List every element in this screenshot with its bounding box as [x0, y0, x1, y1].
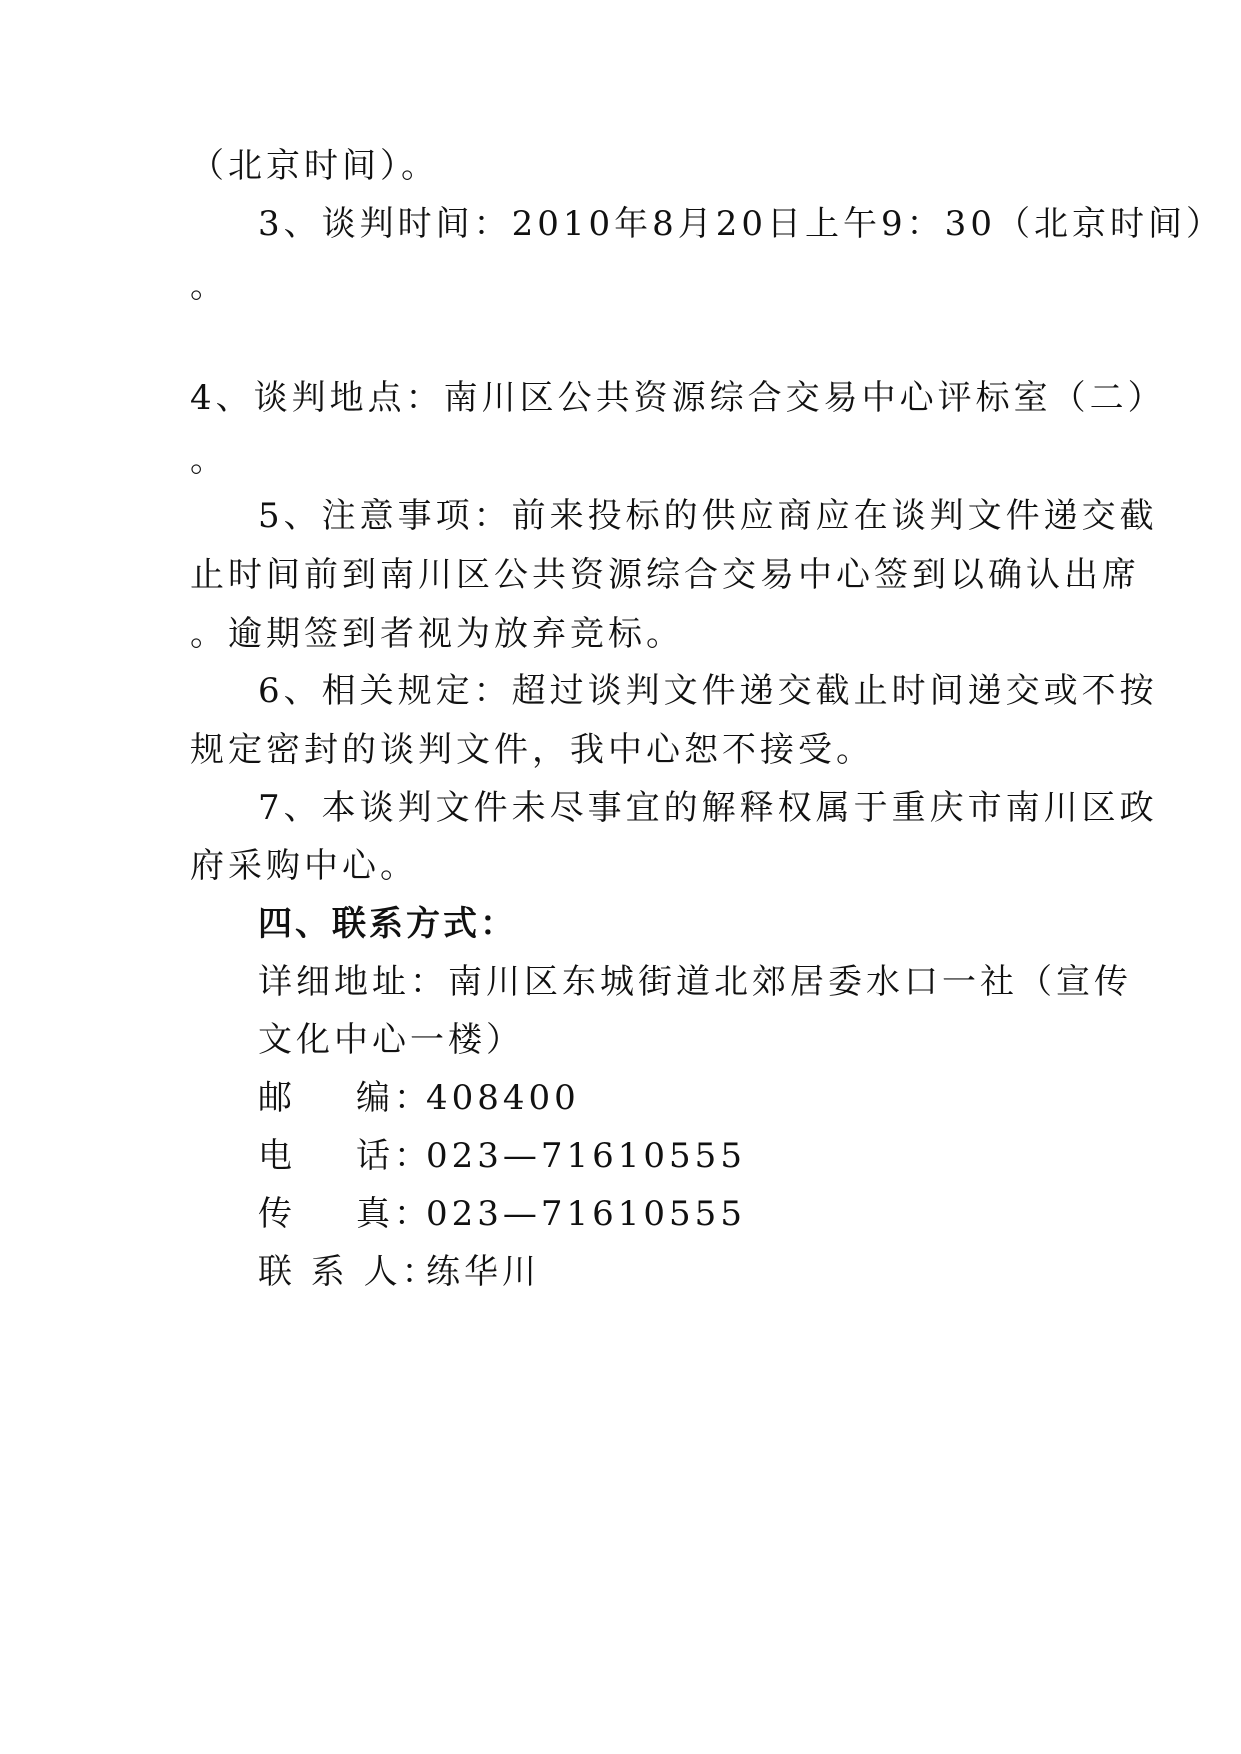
postcode-value: 408400 — [426, 1078, 580, 1118]
text-line: 。 — [190, 266, 228, 306]
postcode-row — [258, 1078, 1118, 1118]
fax-label — [258, 1194, 432, 1234]
regulation-line: 6、相关规定：超过谈判文件递交截止时间递交或不按 — [258, 671, 1158, 711]
section-heading: 四、联系方式： — [258, 904, 517, 944]
address-line: 文化中心一楼） — [258, 1020, 524, 1060]
label-char: 话： — [356, 1136, 432, 1176]
fax-row — [258, 1194, 1118, 1234]
label-char: 邮 — [258, 1078, 296, 1118]
negotiation-location-line: 4、谈判地点：南川区公共资源综合交易中心评标室（二） — [190, 378, 1166, 418]
fax-value: 023—71610555 — [426, 1194, 746, 1234]
negotiation-time-line: 3、谈判时间：2010年8月20日上午9：30（北京时间） — [258, 204, 1224, 244]
text-line: 府采购中心。 — [190, 846, 418, 886]
contact-person-row — [258, 1252, 1118, 1292]
label-char: 真： — [356, 1194, 432, 1234]
label-char: 传 — [258, 1194, 296, 1234]
contact-person-value: 练华川 — [426, 1252, 540, 1292]
address-line: 详细地址：南川区东城街道北郊居委水口一社（宣传 — [258, 962, 1132, 1002]
phone-value: 023—71610555 — [426, 1136, 746, 1176]
contact-person-label: 联 系 人： — [258, 1252, 440, 1292]
phone-label — [258, 1136, 432, 1176]
text-line: 止时间前到南川区公共资源综合交易中心签到以确认出席 — [190, 555, 1140, 595]
label-char: 电 — [258, 1136, 296, 1176]
phone-row — [258, 1136, 1118, 1176]
postcode-label — [258, 1078, 432, 1118]
text-line: （北京时间）。 — [190, 146, 439, 186]
interpretation-line: 7、本谈判文件未尽事宜的解释权属于重庆市南川区政 — [258, 788, 1158, 828]
label-char: 编： — [356, 1078, 432, 1118]
notice-line: 5、注意事项：前来投标的供应商应在谈判文件递交截 — [258, 496, 1158, 536]
text-line: 。 — [190, 440, 228, 480]
text-line: 规定密封的谈判文件，我中心恕不接受。 — [190, 730, 874, 770]
text-line: 。逾期签到者视为放弃竞标。 — [190, 614, 684, 654]
